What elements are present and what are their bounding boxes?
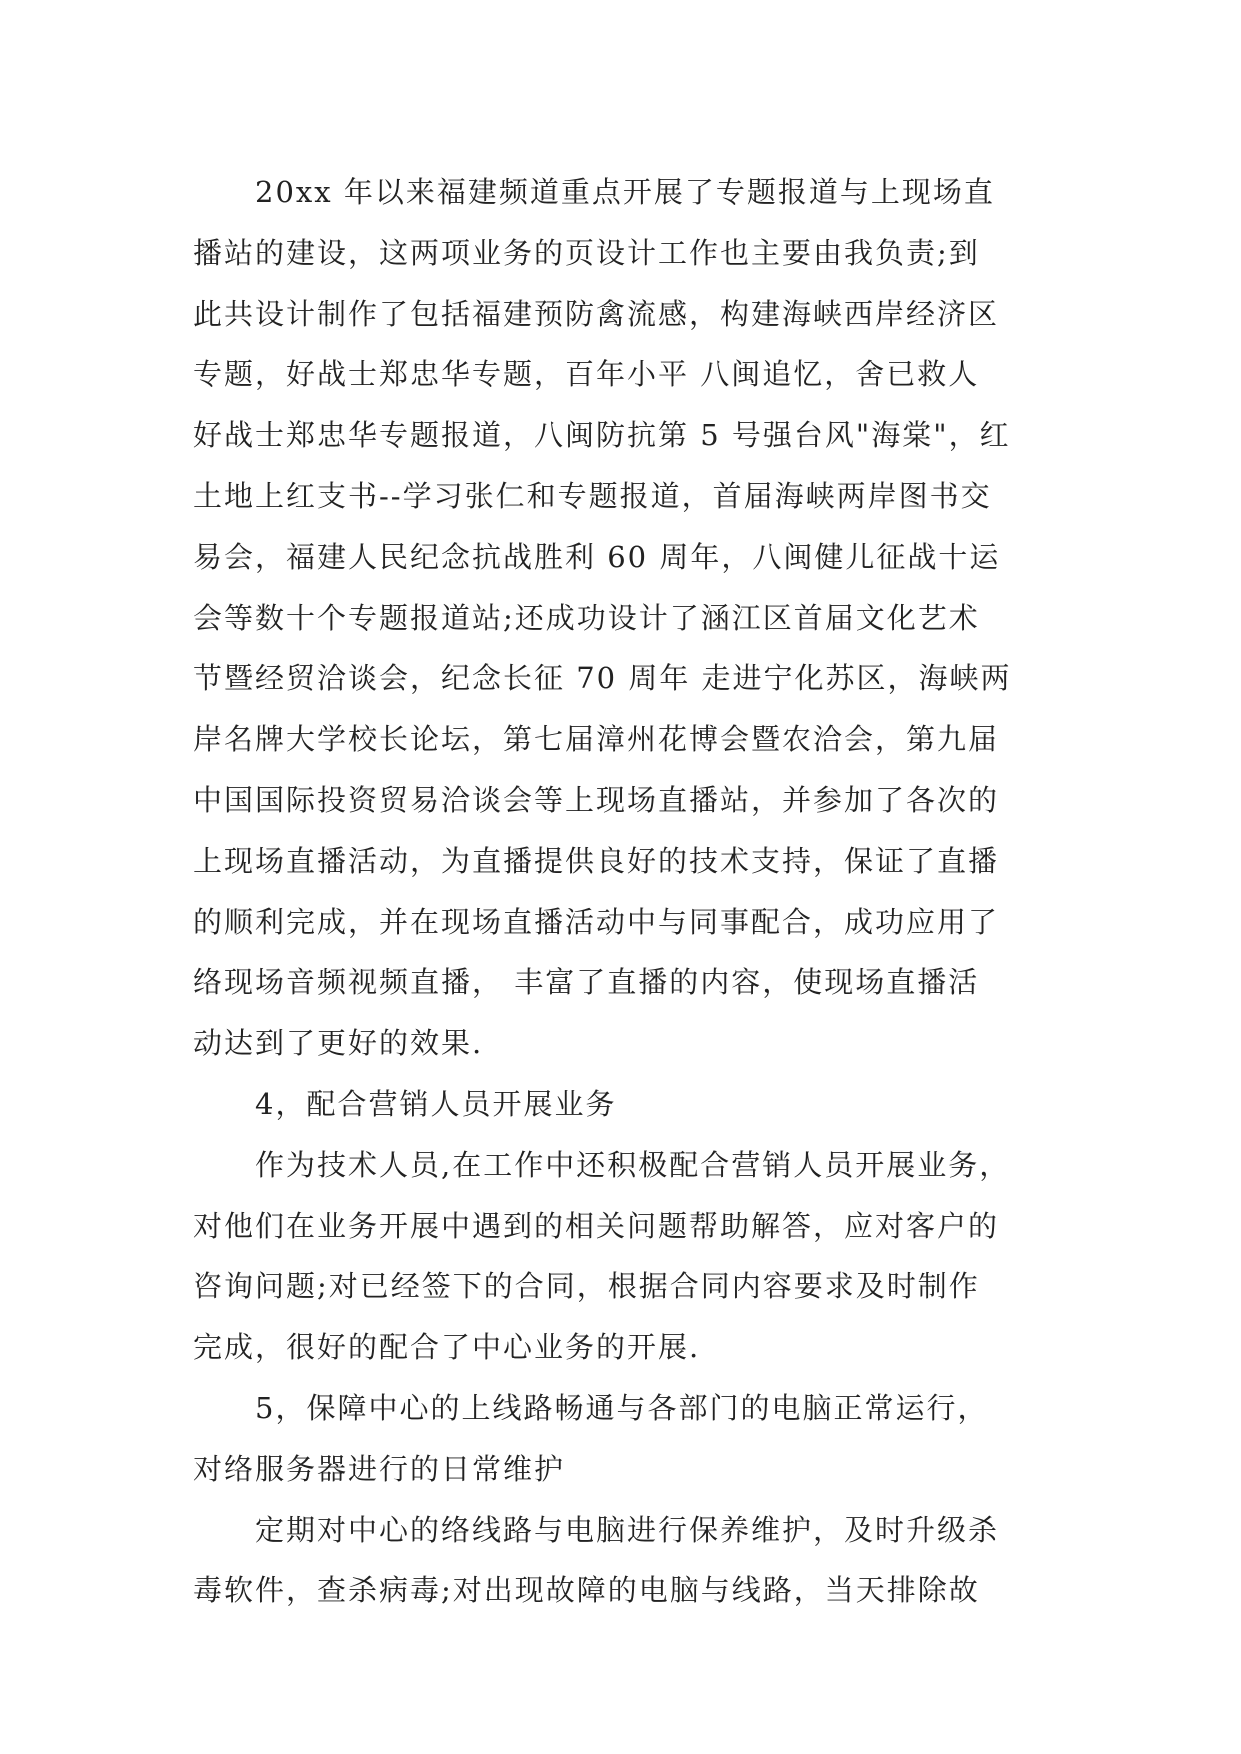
paragraph-line: 定期对中心的络线路与电脑进行保养维护，及时升级杀 [255, 1512, 1000, 1547]
paragraph-line: 易会，福建人民纪念抗战胜利 60 周年，八闽健儿征战十运 [193, 539, 1001, 574]
section-heading-continued: 对络服务器进行的日常维护 [193, 1451, 566, 1486]
paragraph-line: 动达到了更好的效果. [193, 1026, 484, 1061]
paragraph-line: 上现场直播活动，为直播提供良好的技术支持，保证了直播 [193, 843, 1000, 878]
paragraph-line: 作为技术人员,在工作中还积极配合营销人员开展业务， [255, 1147, 1011, 1182]
paragraph-line: 专题，好战士郑忠华专题，百年小平 八闽追忆，舍已救人 [193, 357, 980, 392]
paragraph-line: 络现场音频视频直播， 丰富了直播的内容，使现场直播活 [193, 965, 980, 1000]
paragraph-line: 毒软件，查杀病毒;对出现故障的电脑与线路，当天排除故 [193, 1573, 980, 1608]
paragraph-line: 中国国际投资贸易洽谈会等上现场直播站，并参加了各次的 [193, 782, 1000, 817]
paragraph-line: 的顺利完成，并在现场直播活动中与同事配合，成功应用了 [193, 904, 1000, 939]
paragraph-line: 20xx 年以来福建频道重点开展了专题报道与上现场直 [255, 175, 995, 209]
paragraph-line: 节暨经贸洽谈会，纪念长征 70 周年 走进宁化苏区，海峡两 [193, 661, 1012, 696]
paragraph-line: 会等数十个专题报道站;还成功设计了涵江区首届文化艺术 [193, 600, 980, 635]
paragraph-line: 对他们在业务开展中遇到的相关问题帮助解答，应对客户的 [193, 1208, 1000, 1243]
paragraph-line: 岸名牌大学校长论坛，第七届漳州花博会暨农洽会，第九届 [193, 722, 1000, 757]
paragraph-line: 完成，很好的配合了中心业务的开展. [193, 1330, 701, 1365]
paragraph-line: 播站的建设，这两项业务的页设计工作也主要由我负责;到 [193, 235, 980, 270]
paragraph-line: 土地上红支书--学习张仁和专题报道，首届海峡两岸图书交 [193, 478, 992, 513]
paragraph-line: 好战士郑忠华专题报道，八闽防抗第 5 号强台风"海棠"，红 [193, 418, 1011, 453]
document-body [193, 162, 1053, 1621]
paragraph-line: 咨询问题;对已经签下的合同，根据合同内容要求及时制作 [193, 1269, 980, 1304]
section-heading: 4，配合营销人员开展业务 [255, 1086, 617, 1121]
paragraph-line: 此共设计制作了包括福建预防禽流感，构建海峡西岸经济区 [193, 296, 1000, 331]
section-heading: 5，保障中心的上线路畅通与各部门的电脑正常运行， [255, 1390, 989, 1425]
